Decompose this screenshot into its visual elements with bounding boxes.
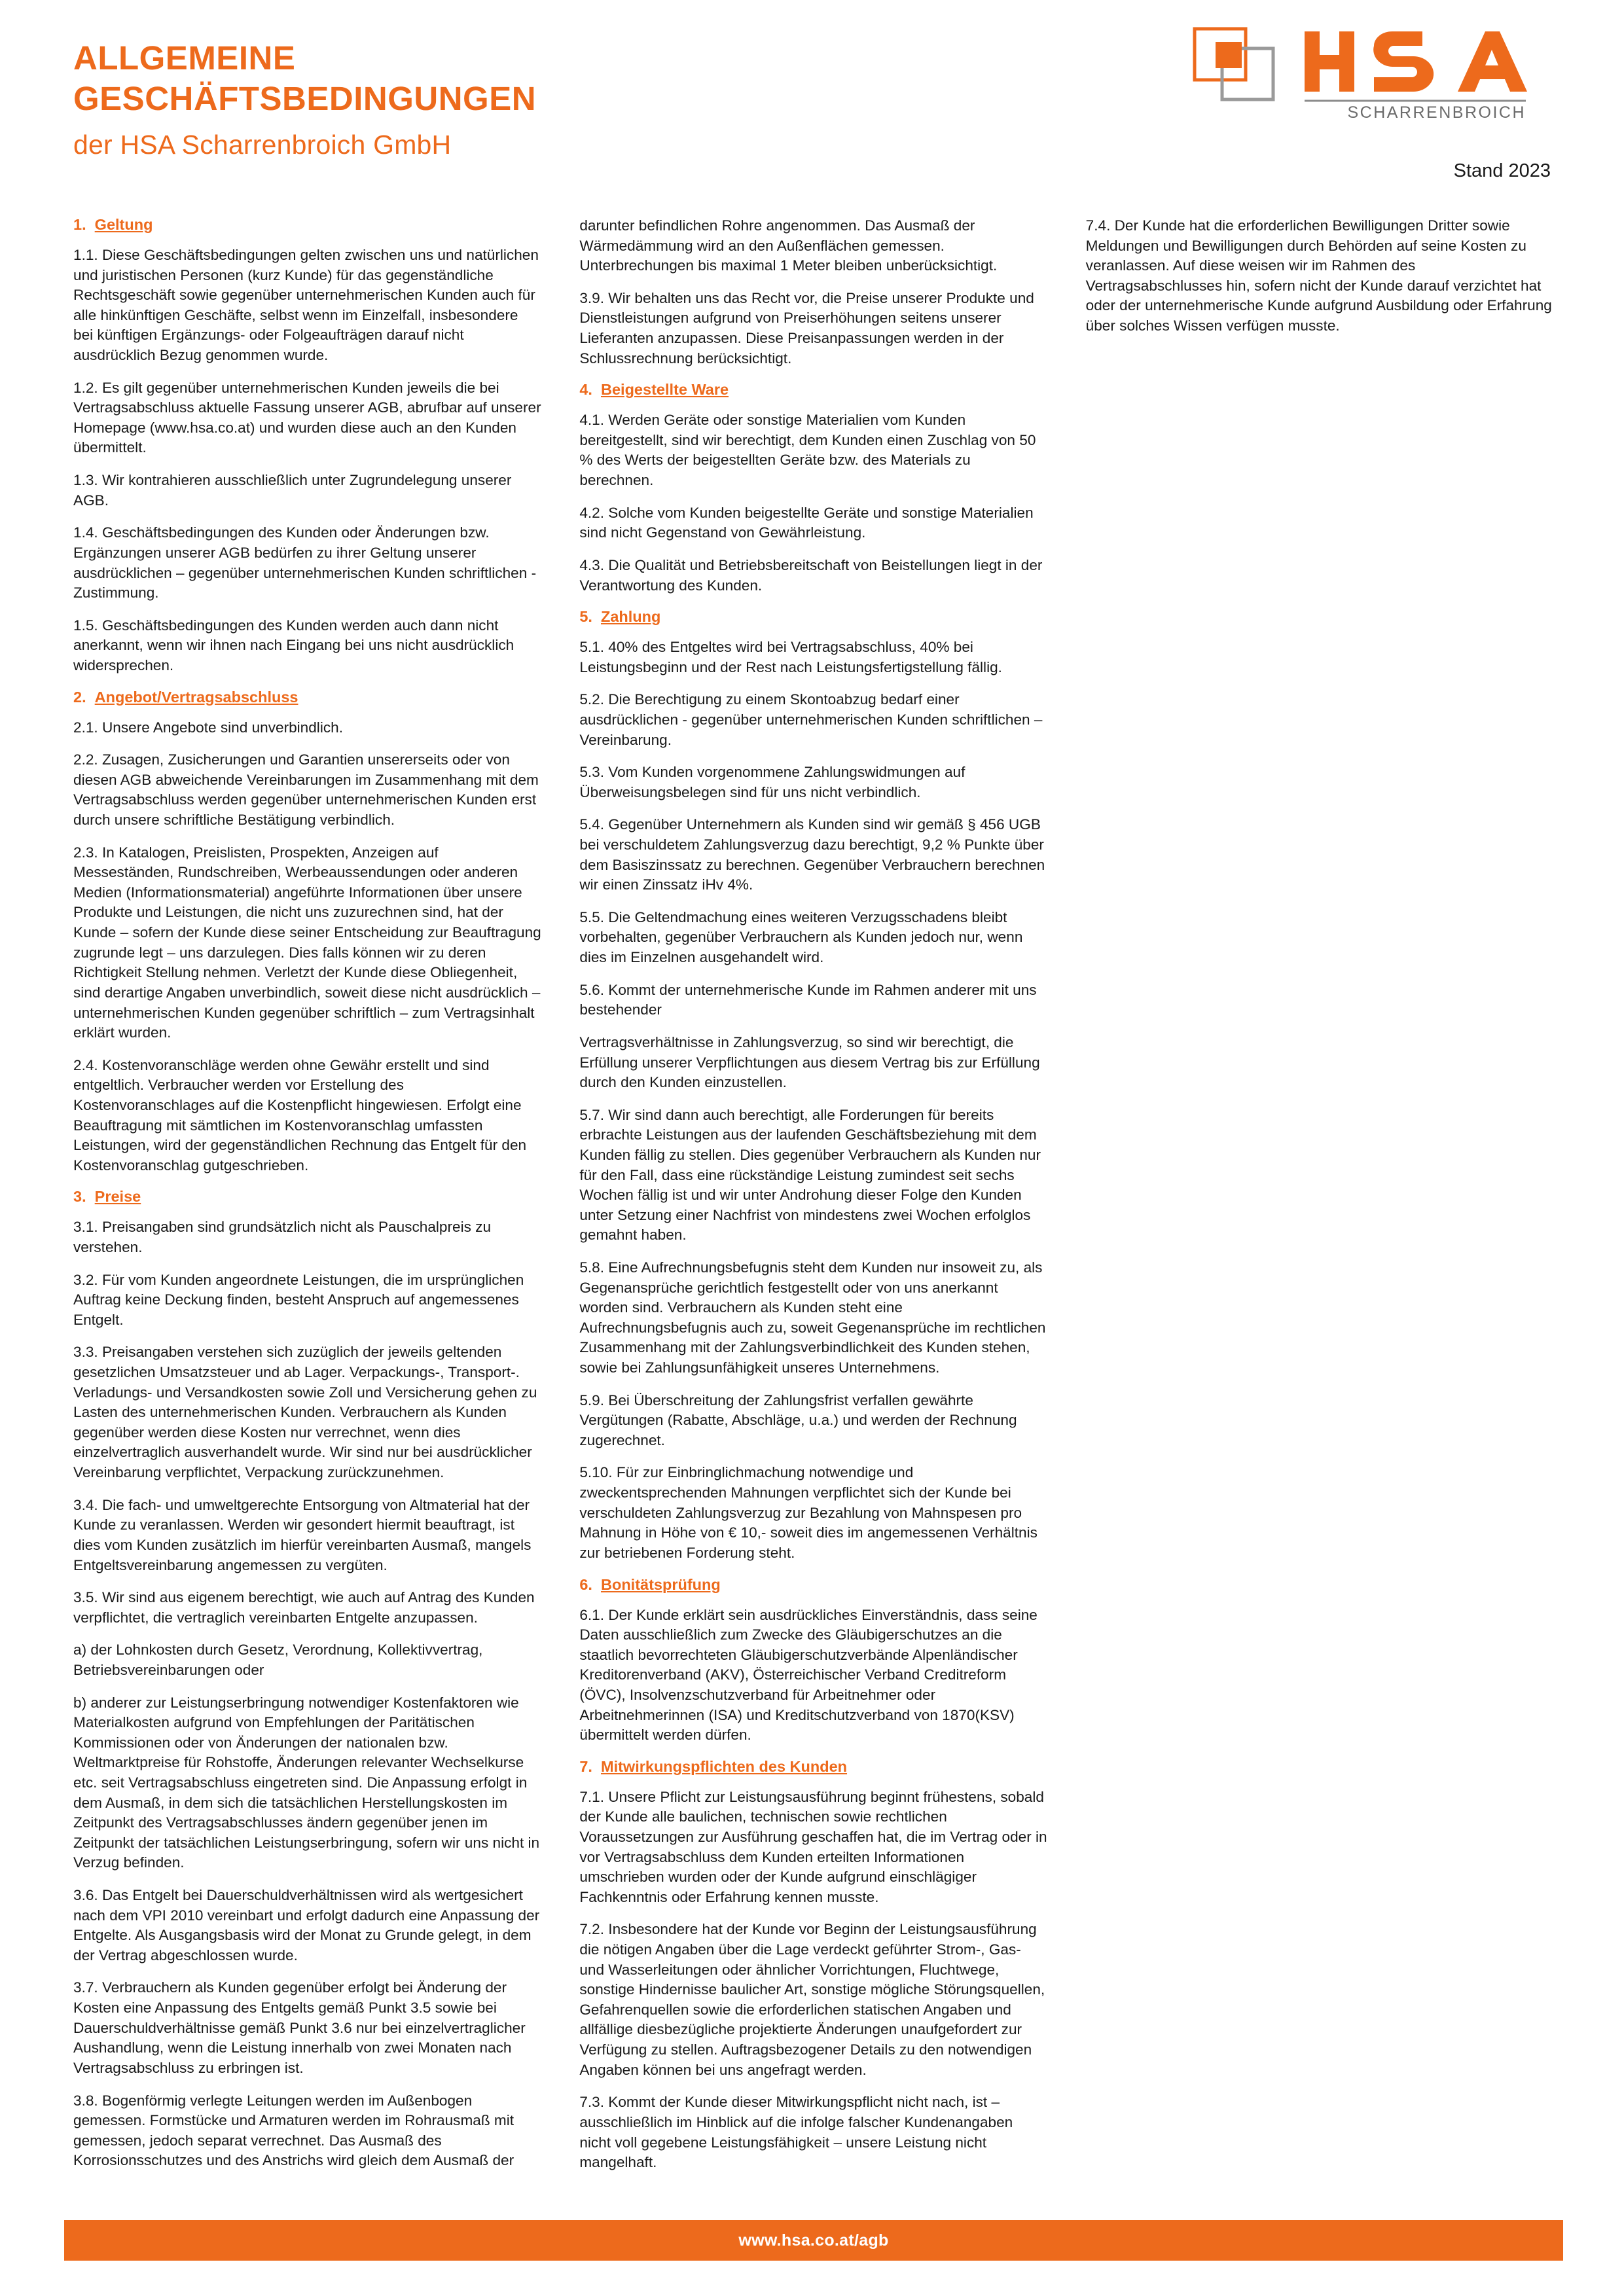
clause-2-2: 2.2. Zusagen, Zusicherungen und Garantien unsererseits oder von diesen AGB abweichende Vereinbarungen im Zusammenhang mit dem Vertragsabschluss werden gegenüber unternehmerischen Kunden erst durch unsere schriftliche Bestätigung verbindlich. xyxy=(73,751,539,829)
page-title-line1: ALLGEMEINE xyxy=(73,39,296,77)
clause-3-5-b: b) anderer zur Leistungserbringung notwendiger Kostenfaktoren wie Materialkosten aufgrund von Empfehlungen der Paritätischen Kommissionen oder von Änderungen der nationalen bzw. Weltmarktpreise für Rohstoffe, Änderungen relevanter Wechselkurse etc. seit Vertragsabschluss eingetreten sind. Die Anpassung erfolgt in dem Ausmaß, in dem sich die tatsächlichen Herstellungskosten im Zeitpunkt des Vertragsabschlusses ändern gegenüber jenen im Zeitpunkt der tatsächlichen Leistungserbringung, sofern wir uns nicht in Verzug befinden. xyxy=(73,1694,540,1871)
section-number-4: 4. xyxy=(579,381,592,399)
clause-5-3: 5.3. Vom Kunden vorgenommene Zahlungswidmungen auf Überweisungsbelegen sind für uns nicht verbindlich. xyxy=(579,764,965,800)
clause-1-5: 1.5. Geschäftsbedingungen des Kunden werden auch dann nicht anerkannt, wenn wir ihnen nach Eingang bei uns nicht ausdrücklich widersprechen. xyxy=(73,617,514,673)
section-heading-6 xyxy=(579,1576,1047,1594)
clause-7-1: 7.1. Unsere Pflicht zur Leistungsausführung beginnt frühestens, sobald der Kunde alle baulichen, technischen sowie rechtlichen Voraussetzungen zur Ausführung geschaffen hat, die im Vertrag oder in vor Vertragsabschluss dem Kunden erteilten Informationen umschrieben wurden oder der Kunde aufgrund einschlägiger Fachkenntnis oder Erfahrung kennen musste. xyxy=(579,1788,1047,1905)
clause-2-4: 2.4. Kostenvoranschläge werden ohne Gewähr erstellt und sind entgeltlich. Verbraucher werden vor Erstellung des Kostenvoranschlages auf die Kostenpflicht hingewiesen. Erfolgt eine Beauftragung mit sämtlichen im Kostenvoranschlag umfassten Leistungen, wird der gegenständlichen Rechnung das Entgelt für den Kostenvoranschlag gutgeschrieben. xyxy=(73,1056,527,1174)
revision-date: Stand 2023 xyxy=(1453,160,1551,181)
section-heading-1 xyxy=(73,216,541,234)
clause-3-5-a: a) der Lohnkosten durch Gesetz, Verordnung, Kollektivvertrag, Betriebsvereinbarungen oder xyxy=(73,1641,483,1678)
section-heading-2 xyxy=(73,689,541,706)
section-number-7: 7. xyxy=(579,1757,592,1775)
section-heading-4 xyxy=(579,381,1047,399)
section-heading-7 xyxy=(579,1758,1047,1776)
clause-3-2: 3.2. Für vom Kunden angeordnete Leistungen, die im ursprünglichen Auftrag keine Deckung finden, besteht Anspruch auf angemessenes Entgelt. xyxy=(73,1271,524,1328)
clause-5-10: 5.10. Für zur Einbringlichmachung notwendige und zweckentsprechenden Mahnungen verpflichtet sich der Kunde bei verschuldeten Zahlungsverzug zur Bezahlung von Mahnspesen pro Mahnung in Höhe von € 10,- soweit dies im angemessenen Verhältnis zur betriebenen Forderung steht. xyxy=(579,1464,1038,1561)
section-title-6: Bonitätsprüfung xyxy=(601,1575,721,1593)
clause-3-9: 3.9. Wir behalten uns das Recht vor, die Preise unserer Produkte und Dienstleistungen aufgrund von Preiserhöhungen seitens unserer Lieferanten anzupassen. Diese Preisanpassungen werden in der Schlussrechnung berücksichtigt. xyxy=(579,289,1034,367)
section-heading-3 xyxy=(73,1188,541,1206)
clause-1-2: 1.2. Es gilt gegenüber unternehmerischen Kunden jeweils die bei Vertragsabschluss aktuelle Fassung unserer AGB, abrufbar auf unserer Homepage (www.hsa.co.at) und wurden diese auch an den Kunden übermittelt. xyxy=(73,379,541,456)
clause-1-3: 1.3. Wir kontrahieren ausschließlich unter Zugrundelegung unserer AGB. xyxy=(73,472,512,509)
clause-4-2: 4.2. Solche vom Kunden beigestellte Geräte und sonstige Materialien sind nicht Gegenstand von Gewährleistung. xyxy=(579,504,1034,541)
section-number-3: 3. xyxy=(73,1188,86,1206)
page-subtitle: der HSA Scharrenbroich GmbH xyxy=(73,130,452,160)
page-title-line2: GESCHÄFTSBEDINGUNGEN xyxy=(73,80,537,118)
clause-3-7: 3.7. Verbrauchern als Kunden gegenüber erfolgt bei Änderung der Kosten eine Anpassung des Entgelts gemäß Punkt 3.5 sowie bei Dauerschuldverhältnisse gemäß Punkt 3.6 nur bei einzelvertraglicher Aushandlung, wenn die Leistung innerhalb von zwei Monaten nach Vertragsabschluss zu erbringen ist. xyxy=(73,1979,526,2076)
footer-bar xyxy=(64,2220,1563,2261)
clause-3-8: 3.8. Bogenförmig verlegte Leitungen werden im Außenbogen gemessen. Formstücke und Armaturen werden im Rohrausmaß mit gemessen, jedoch separat verrechnet. Das Ausmaß des Korrosionsschutzes und des Anstrichs wird gleich dem Ausmaß der darunter befindlichen Rohre angenommen. Das Ausmaß der Wärmedämmung wird an den Außenflächen gemessen. Unterbrechungen bis maximal 1 Meter bleiben unberücksichtigt. xyxy=(73,217,998,2169)
clause-5-6-cont: Vertragsverhältnisse in Zahlungsverzug, so sind wir berechtigt, die Erfüllung unserer Verpflichtungen aus diesem Vertrag bis zur Erfüllung durch den Kunden einzustellen. xyxy=(579,1033,1040,1091)
clause-7-4: 7.4. Der Kunde hat die erforderlichen Bewilligungen Dritter sowie Meldungen und Bewilligungen durch Behörden auf seine Kosten zu veranlassen. Auf diese weisen wir im Rahmen des Vertragsabschlusses hin, sofern nicht der Kunde darauf verzichtet hat oder der unternehmerische Kunde aufgrund Ausbildung oder Erfahrung über solches Wissen verfügen musste. xyxy=(1085,217,1552,334)
section-number-1: 1. xyxy=(73,216,86,233)
clause-4-1: 4.1. Werden Geräte oder sonstige Materialien vom Kunden bereitgestellt, sind wir berechtigt, dem Kunden einen Zuschlag von 50 % des Werts der beigestellten Geräte bzw. des Materials zu berechnen. xyxy=(579,412,1036,489)
svg-text:SCHARRENBROICH: SCHARRENBROICH xyxy=(1347,103,1526,122)
document-body xyxy=(73,216,1554,2186)
document-header xyxy=(0,0,1624,203)
hsa-logo xyxy=(1188,20,1555,131)
clause-2-3: 2.3. In Katalogen, Preislisten, Prospekten, Anzeigen auf Messeständen, Rundschreiben, Werbeaussendungen oder anderen Medien (Informationsmaterial) angeführte Informationen über unsere Produkte und Leistungen, die nicht uns zuzurechnen sind, hat der Kunde – sofern der Kunde diese seiner Entscheidung zur Beauftragung zugrunde legt – uns darzulegen. Dies falls können wir zu deren Richtigkeit Stellung nehmen. Verletzt der Kunde diese Obliegenheit, sind derartige Angaben unverbindlich, soweit diese nicht ausdrücklich – unternehmerischen Kunden gegenüber schriftlich – zum Vertragsinhalt erklärt wurden. xyxy=(73,844,541,1041)
clause-5-8: 5.8. Eine Aufrechnungsbefugnis steht dem Kunden nur insoweit zu, als Gegenansprüche gerichtlich festgestellt oder von uns anerkannt worden sind. Verbrauchern als Kunden steht eine Aufrechnungsbefugnis auch zu, soweit Gegenansprüche im rechtlichen Zusammenhang mit der Zahlungsverbindlichkeit des Kunden stehen, sowie bei Zahlungsunfähigkeit unseres Unternehmens. xyxy=(579,1259,1046,1376)
clause-5-7: 5.7. Wir sind dann auch berechtigt, alle Forderungen für bereits erbrachte Leistungen aus der laufenden Geschäftsbeziehung mit dem Kunden fällig zu stellen. Dies gegenüber Verbrauchern als Kunden nur für den Fall, dass eine rückständige Leistung zumindest seit sechs Wochen fällig ist und wir unter Androhung dieser Folge den Kunden unter Setzung einer Nachfrist von mindestens zwei Wochen erfolglos gemahnt haben. xyxy=(579,1106,1041,1244)
clause-3-6: 3.6. Das Entgelt bei Dauerschuldverhältnissen wird als wertgesichert nach dem VPI 2010 vereinbart und erfolgt dadurch eine Anpassung der Entgelte. Als Ausgangsbasis wird der Monat zu Grunde gelegt, in dem der Vertrag abgeschlossen wurde. xyxy=(73,1887,540,1964)
section-title-4: Beigestellte Ware xyxy=(601,381,729,399)
clause-5-1: 5.1. 40% des Entgeltes wird bei Vertragsabschluss, 40% bei Leistungsbeginn und der Rest nach Leistungsfertigstellung fällig. xyxy=(579,639,1002,675)
clause-4-3: 4.3. Die Qualität und Betriebsbereitschaft von Beistellungen liegt in der Verantwortung des Kunden. xyxy=(579,556,1043,594)
section-title-3: Preise xyxy=(94,1188,141,1206)
clause-3-5: 3.5. Wir sind aus eigenem berechtigt, wie auch auf Antrag des Kunden verpflichtet, die vertraglich vereinbarten Entgelte anzupassen. xyxy=(73,1589,535,1626)
section-title-1: Geltung xyxy=(94,216,153,233)
section-title-7: Mitwirkungspflichten des Kunden xyxy=(601,1757,848,1775)
footer-url[interactable]: www.hsa.co.at/agb xyxy=(738,2231,889,2250)
section-heading-5 xyxy=(579,608,1047,626)
clause-3-4: 3.4. Die fach- und umweltgerechte Entsorgung von Altmaterial hat der Kunde zu veranlassen. Werden wir gesondert hiermit beauftragt, ist dies vom Kunden zusätzlich im hierfür vereinbarten Ausmaß, mangels Entgeltsvereinbarung angemessen zu vergüten. xyxy=(73,1496,532,1573)
section-title-5: Zahlung xyxy=(601,608,661,626)
section-number-5: 5. xyxy=(579,608,592,626)
clause-6-1: 6.1. Der Kunde erklärt sein ausdrückliches Einverständnis, dass seine Daten ausschließlich zum Zwecke des Gläubigerschutzes an die staatlich bevorrechteten Gläubigerschutzverbände Alpenländischer Kreditorenverband (AKV), Österreichischer Verband Creditreform (ÖVC), Insolvenzschutzverband für Arbeitnehmer oder Arbeitnehmerinnen (ISA) und Kreditschutzverband von 1870(KSV) übermittelt werden dürfen. xyxy=(579,1606,1038,1744)
clause-5-6: 5.6. Kommt der unternehmerische Kunde im Rahmen anderer mit uns bestehender xyxy=(579,981,1037,1018)
clause-5-9: 5.9. Bei Überschreitung der Zahlungsfrist verfallen gewährte Vergütungen (Rabatte, Abschläge, u.a.) und werden der Rechnung zugerechnet. xyxy=(579,1391,1017,1448)
clause-3-3: 3.3. Preisangaben verstehen sich zuzüglich der jeweils geltenden gesetzlichen Umsatzsteuer und ab Lager. Verpackungs-, Transport-. Verladungs- und Versandkosten sowie Zoll und Versicherung gehen zu Lasten des unternehmerischen Kunden. Verbrauchern als Kunden gegenüber werden diese Kosten nur verrechnet, wenn dies einzelvertraglich ausverhandelt wurde. Wir sind nur bei ausdrücklicher Vereinbarung verpflichtet, Verpackung zurückzunehmen. xyxy=(73,1344,537,1481)
clause-5-4: 5.4. Gegenüber Unternehmern als Kunden sind wir gemäß § 456 UGB bei verschuldetem Zahlungsverzug dazu berechtigt, 9,2 % Punkte über dem Basiszinssatz zu berechnen. Gegenüber Verbrauchern berechnen wir einen Zinssatz iHv 4%. xyxy=(579,816,1045,893)
clause-3-1: 3.1. Preisangaben sind grundsätzlich nicht als Pauschalpreis zu verstehen. xyxy=(73,1219,492,1255)
clause-7-2: 7.2. Insbesondere hat der Kunde vor Beginn der Leistungsausführung die nötigen Angaben über die Lage verdeckt geführter Strom-, Gas- und Wasserleitungen oder ähnlicher Vorrichtungen, Fluchtwege, sonstige Hindernisse baulicher Art, sonstige mögliche Störungsquellen, Gefahrenquellen sowie die erforderlichen statischen Angaben und allfällige diesbezügliche projektierte Änderungen unaufgefordert zur Verfügung zu stellen. Auftragsbezogener Details zu den notwendigen Angaben können bei uns angefragt werden. xyxy=(579,1921,1045,2078)
clause-2-1: 2.1. Unsere Angebote sind unverbindlich. xyxy=(73,719,343,736)
section-number-6: 6. xyxy=(579,1575,592,1593)
section-title-2: Angebot/Vertragsabschluss xyxy=(94,688,298,706)
clause-7-3: 7.3. Kommt der Kunde dieser Mitwirkungspflicht nicht nach, ist – ausschließlich im Hinblick auf die infolge falscher Kundenangaben nicht voll gegebene Leistungsfähigkeit – unsere Leistung nicht mangelhaft. xyxy=(579,2094,1013,2171)
clause-1-1: 1.1. Diese Geschäftsbedingungen gelten zwischen uns und natürlichen und juristischen Personen (kurz Kunde) für das gegenständliche Rechtsgeschäft sowie gegenüber unternehmerischen Kunden auch für alle hinkünftigen Geschäfte, selbst wenn im Einzelfall, insbesondere bei künftigen Ergänzungs- oder Folgeaufträgen darauf nicht ausdrücklich Bezug genommen wurde. xyxy=(73,247,539,364)
clause-1-4: 1.4. Geschäftsbedingungen des Kunden oder Änderungen bzw. Ergänzungen unserer AGB bedürfen zu ihrer Geltung unserer ausdrücklichen – gegenüber unternehmerischen Kunden schriftlichen - Zustimmung. xyxy=(73,524,537,601)
clause-5-5: 5.5. Die Geltendmachung eines weiteren Verzugsschadens bleibt vorbehalten, gegenüber Verbrauchern als Kunden jedoch nur, wenn dies im Einzelnen ausgehandelt wird. xyxy=(579,908,1023,966)
clause-5-2: 5.2. Die Berechtigung zu einem Skontoabzug bedarf einer ausdrücklichen - gegenüber unternehmerischen Kunden schriftlichen – Vereinbarung. xyxy=(579,691,1043,748)
section-number-2: 2. xyxy=(73,688,86,706)
title-block xyxy=(73,38,536,160)
